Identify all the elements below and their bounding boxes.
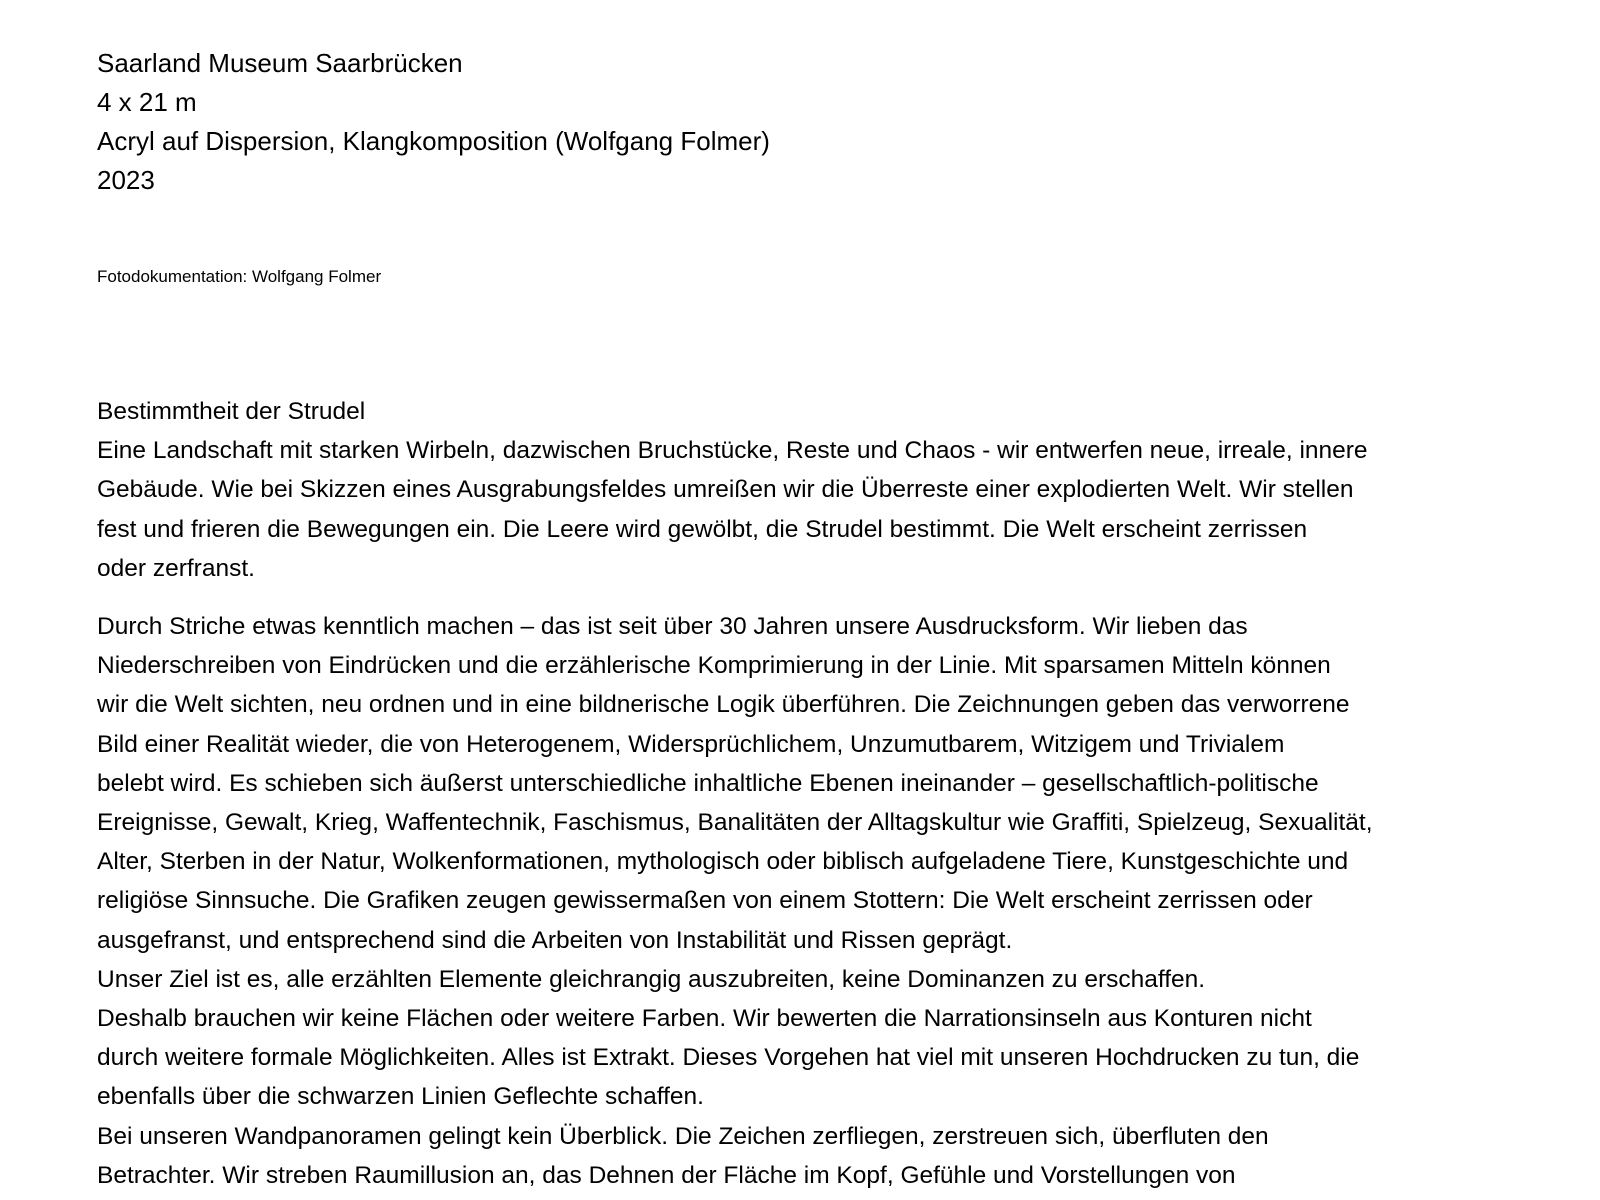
text-line: Niederschreiben von Eindrücken und die erzählerische Komprimierung in der Linie. Mit sparsamen Mitteln können xyxy=(97,652,1331,680)
museum-name: Saarland Museum Saarbrücken xyxy=(97,48,463,78)
artwork-dimensions: 4 x 21 m xyxy=(97,87,197,117)
artwork-info xyxy=(97,44,1497,200)
text-line: Gebäude. Wie bei Skizzen eines Ausgrabungsfeldes umreißen wir die Überreste einer explodierten Welt. Wir stellen xyxy=(97,476,1354,504)
text-line: ebenfalls über die schwarzen Linien Geflechte schaffen. xyxy=(97,1083,704,1111)
text-line: durch weitere formale Möglichkeiten. Alles ist Extrakt. Dieses Vorgehen hat viel mit unseren Hochdrucken zu tun, die xyxy=(97,1044,1360,1072)
text-line: Alter, Sterben in der Natur, Wolkenformationen, mythologisch oder biblisch aufgeladene Tiere, Kunstgeschichte und xyxy=(97,848,1349,876)
text-line: Durch Striche etwas kenntlich machen – das ist seit über 30 Jahren unsere Ausdrucksform. Wir lieben das xyxy=(97,613,1248,641)
text-line: Ereignisse, Gewalt, Krieg, Waffentechnik, Faschismus, Banalitäten der Alltagskultur wie Graffiti, Spielzeug, Sexualität, xyxy=(97,809,1373,837)
text-line: Betrachter. Wir streben Raumillusion an, das Dehnen der Fläche im Kopf, Gefühle und Vorstellungen von xyxy=(97,1161,1236,1189)
text-line: Bei unseren Wandpanoramen gelingt kein Überblick. Die Zeichen zerfliegen, zerstreuen sich, überfluten den xyxy=(97,1122,1269,1150)
text-line: Bild einer Realität wieder, die von Heterogenem, Widersprüchlichem, Unzumutbarem, Witzigem und Trivialem xyxy=(97,730,1285,758)
paragraph xyxy=(97,607,1517,1195)
text-line: wir die Welt sichten, neu ordnen und in eine bildnerische Logik überführen. Die Zeichnungen geben das verworrene xyxy=(97,691,1350,719)
text-line: fest und frieren die Bewegungen ein. Die Leere wird gewölbt, die Strudel bestimmt. Die Welt erscheint zerrissen xyxy=(97,515,1308,543)
text-line: religiöse Sinnsuche. Die Grafiken zeugen gewissermaßen von einem Stottern: Die Welt erscheint zerrissen oder xyxy=(97,887,1313,915)
text-line: Unser Ziel ist es, alle erzählten Elemente gleichrangig auszubreiten, keine Dominanzen zu erschaffen. xyxy=(97,965,1206,993)
paragraph-spacer xyxy=(97,588,1517,607)
section-title: Bestimmtheit der Strudel xyxy=(97,398,366,425)
artwork-medium: Acryl auf Dispersion, Klangkomposition (Wolfgang Folmer) xyxy=(97,126,770,156)
artwork-year: 2023 xyxy=(97,165,155,195)
photo-credit: Fotodokumentation: Wolfgang Folmer xyxy=(97,267,382,286)
text-line: oder zerfranst. xyxy=(97,554,255,582)
text-line: ausgefranst, und entsprechend sind die Arbeiten von Instabilität und Rissen geprägt. xyxy=(97,926,1013,954)
body-text xyxy=(97,392,1517,1195)
text-line: belebt wird. Es schieben sich äußerst unterschiedliche inhaltliche Ebenen ineinander – gesellschaftlich-politische xyxy=(97,769,1319,797)
text-line: Eine Landschaft mit starken Wirbeln, dazwischen Bruchstücke, Reste und Chaos - wir entwerfen neue, irreale, innere xyxy=(97,437,1368,465)
paragraph xyxy=(97,392,1517,588)
text-line: Deshalb brauchen wir keine Flächen oder weitere Farben. Wir bewerten die Narrationsinseln aus Konturen nicht xyxy=(97,1005,1312,1033)
